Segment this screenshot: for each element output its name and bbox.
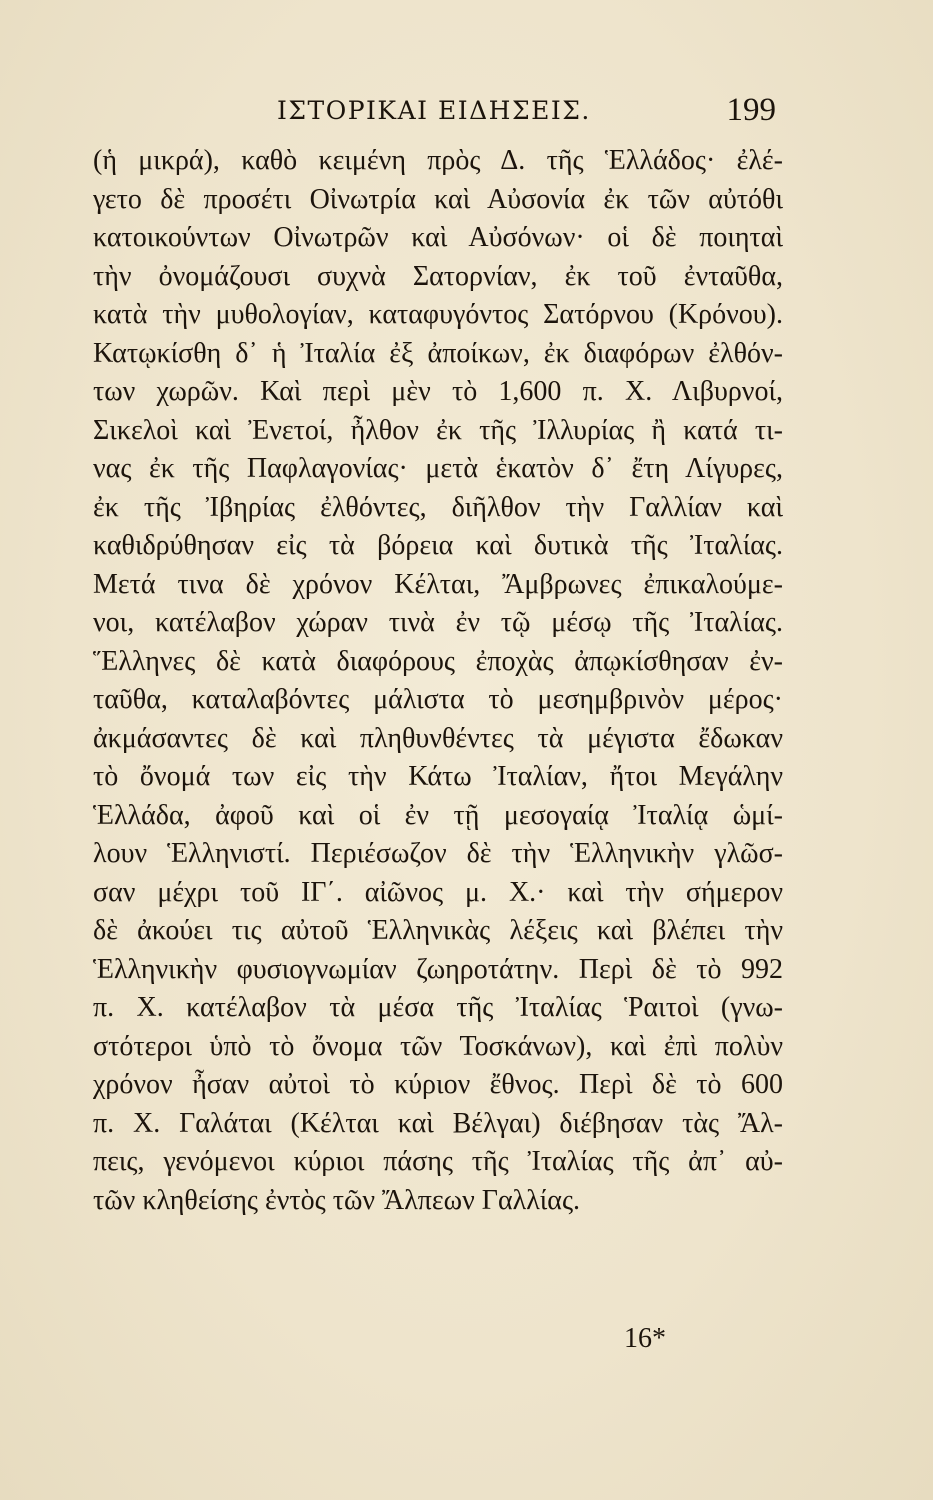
text-line: σαν μέχρι τοῦ ΙΓ΄. αἰῶνος μ. Χ.· καὶ τὴν σήμερον (93, 876, 783, 908)
signature-mark: 16* (624, 1323, 666, 1354)
text-line: ἀκμάσαντες δὲ καὶ πληθυνθέντες τὰ μέγιστα ἔδωκαν (93, 722, 783, 754)
text-line: νας ἐκ τῆς Παφλαγονίας· μετὰ ἑκατὸν δ᾽ ἔτη Λίγυρες, (93, 453, 783, 484)
running-head: ΙΣΤΟΡΙΚΑΙ ΕΙΔΗΣΕΙΣ. (277, 96, 591, 125)
text-line: των χωρῶν. Καὶ περὶ μὲν τὸ 1,600 π. Χ. Λιβυρνοί, (93, 376, 783, 407)
text-line: γετο δὲ προσέτι Οἰνωτρία καὶ Αὐσονία ἐκ τῶν αὐτόθι (93, 183, 783, 215)
text-line: π. Χ. κατέλαβον τὰ μέσα τῆς Ἰταλίας Ῥαιτοὶ (γνω- (93, 992, 783, 1023)
text-line: νοι, κατέλαβον χώραν τινὰ ἐν τῷ μέσῳ τῆς Ἰταλίας. (93, 607, 783, 638)
text-line: λουν Ἑλληνιστί. Περιέσωζον δὲ τὴν Ἑλληνικὴν γλῶσ- (93, 838, 783, 869)
text-line: ἐκ τῆς Ἰβηρίας ἐλθόντες, διῆλθον τὴν Γαλλίαν καὶ (93, 491, 783, 523)
text-line: Κατῳκίσθη δ᾽ ἡ Ἰταλία ἐξ ἀποίκων, ἐκ διαφόρων ἐλθόν- (93, 337, 783, 369)
text-line: Σικελοὶ καὶ Ἐνετοί, ἦλθον ἐκ τῆς Ἰλλυρίας ἢ κατά τι- (93, 414, 783, 446)
text-line: κατὰ τὴν μυθολογίαν, καταφυγόντος Σατόρνου (Κρόνου). (93, 299, 783, 330)
text-line: πεις, γενόμενοι κύριοι πάσης τῆς Ἰταλίας τῆς ἀπ᾽ αὐ- (93, 1146, 783, 1177)
text-line: δὲ ἀκούει τις αὐτοῦ Ἑλληνικὰς λέξεις καὶ βλέπει τὴν (93, 915, 783, 946)
text-line: χρόνον ἦσαν αὐτοὶ τὸ κύριον ἔθνος. Περὶ δὲ τὸ 600 (93, 1069, 783, 1100)
text-line: Ἑλλάδα, ἀφοῦ καὶ οἱ ἐν τῇ μεσογαίᾳ Ἰταλίᾳ ὡμί- (93, 799, 783, 831)
page-number: 199 (726, 92, 776, 128)
text-line: τὸ ὄνομά των εἰς τὴν Κάτω Ἰταλίαν, ἤτοι Μεγάλην (93, 761, 783, 792)
text-line: π. Χ. Γαλάται (Κέλται καὶ Βέλγαι) διέβησαν τὰς Ἄλ- (93, 1107, 783, 1139)
text-line: κατοικούντων Οἰνωτρῶν καὶ Αὐσόνων· οἱ δὲ ποιηταὶ (93, 222, 783, 253)
text-line: Ἕλληνες δὲ κατὰ διαφόρους ἐποχὰς ἀπῳκίσθησαν ἐν- (93, 645, 783, 677)
text-line: τὴν ὀνομάζουσι συχνὰ Σατορνίαν, ἐκ τοῦ ἐνταῦθα, (93, 260, 783, 292)
text-line: Μετά τινα δὲ χρόνον Κέλται, Ἄμβρωνες ἐπικαλούμε- (93, 568, 783, 600)
page-header (112, 92, 776, 132)
text-line: τῶν κληθείσης ἐντὸς τῶν Ἄλπεων Γαλλίας. (93, 1184, 581, 1216)
body-text (93, 142, 783, 1220)
text-line: ταῦθα, καταλαβόντες μάλιστα τὸ μεσημβρινὸν μέρος· (93, 684, 783, 715)
text-line: (ἡ μικρά), καθὸ κειμένη πρὸς Δ. τῆς Ἑλλάδος· ἐλέ- (93, 145, 783, 176)
text-line: Ἑλληνικὴν φυσιογνωμίαν ζωηροτάτην. Περὶ δὲ τὸ 992 (93, 953, 783, 985)
text-line: στότεροι ὑπὸ τὸ ὄνομα τῶν Τοσκάνων), καὶ ἐπὶ πολὺν (93, 1030, 783, 1062)
text-line: καθιδρύθησαν εἰς τὰ βόρεια καὶ δυτικὰ τῆς Ἰταλίας. (93, 530, 783, 561)
